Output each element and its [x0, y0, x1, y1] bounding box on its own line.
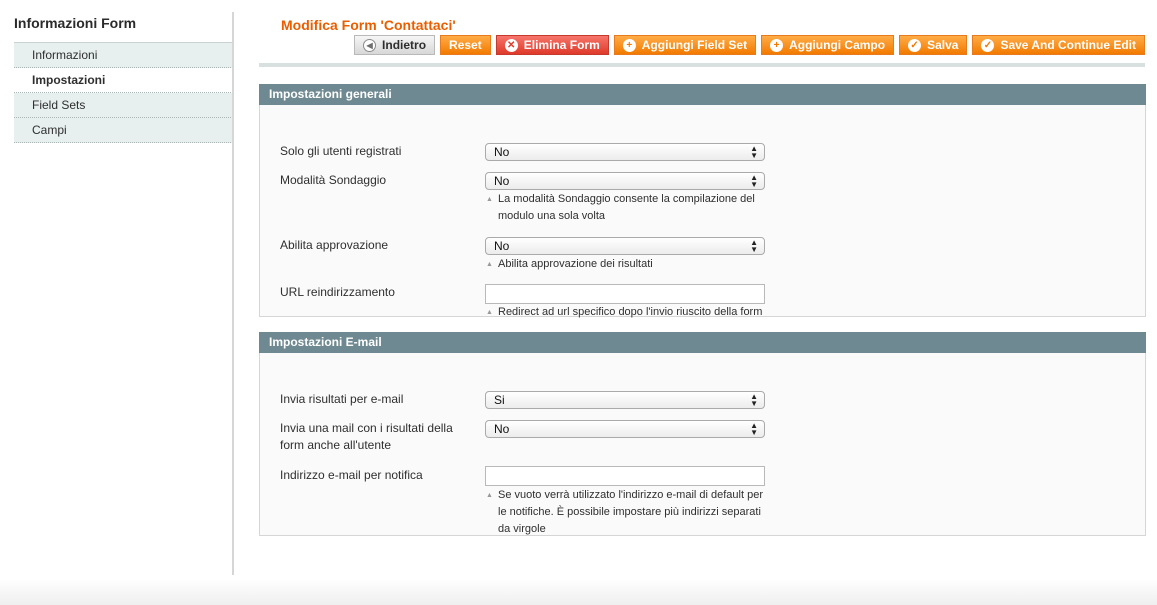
note-triangle-icon: ▲ [486, 492, 493, 499]
add-fieldset-button[interactable] [614, 35, 756, 55]
select-arrows-icon: ▲ ▼ [750, 421, 758, 437]
select-arrows-icon: ▲ ▼ [750, 238, 758, 254]
notify-address-note [485, 487, 770, 538]
registered-only-value: No [494, 145, 510, 159]
note-triangle-icon: ▲ [486, 196, 493, 203]
notify-address-note-text: Se vuoto verrà utilizzato l'indirizzo e-mail di default per le notifiche. È possibile impostare più indirizzi separati da virgole [498, 489, 763, 535]
survey-mode-note-text: La modalità Sondaggio consente la compilazione del modulo una sola volta [498, 193, 755, 222]
select-arrows-icon: ▲ ▼ [750, 144, 758, 160]
sidebar-tabs [14, 42, 233, 143]
send-to-user-value: No [494, 422, 510, 436]
sidebar-title: Informazioni Form [14, 15, 137, 31]
plus-icon: + [623, 39, 636, 52]
registered-only-label: Solo gli utenti registrati [280, 144, 402, 158]
notify-address-label: Indirizzo e-mail per notifica [280, 468, 423, 482]
note-triangle-icon: ▲ [486, 261, 493, 268]
approval-note-text: Abilita approvazione dei risultati [498, 258, 653, 270]
select-arrows-icon: ▲ ▼ [750, 173, 758, 189]
select-arrows-icon: ▲ ▼ [750, 392, 758, 408]
send-results-value: Si [494, 393, 505, 407]
reset-button[interactable] [440, 35, 491, 55]
save-continue-button-label: Save And Continue Edit [1000, 38, 1136, 52]
check-icon: ✓ [908, 39, 921, 52]
add-field-button[interactable] [761, 35, 894, 55]
plus-icon: + [770, 39, 783, 52]
save-button-label: Salva [927, 38, 959, 52]
send-results-select[interactable] [485, 391, 765, 409]
redirect-url-note-text: Redirect ad url specifico dopo l'invio riuscito della form [498, 306, 763, 318]
redirect-url-label: URL reindirizzamento [280, 285, 395, 299]
email-settings-fieldset [259, 332, 1146, 536]
tab-impostazioni[interactable]: Impostazioni [14, 68, 233, 93]
note-triangle-icon: ▲ [486, 309, 493, 316]
approval-value: No [494, 239, 510, 253]
delete-form-button[interactable] [496, 35, 609, 55]
approval-label: Abilita approvazione [280, 238, 389, 252]
add-field-button-label: Aggiungi Campo [789, 38, 886, 52]
email-settings-heading: Impostazioni E-mail [259, 332, 1146, 353]
general-settings-fieldset [259, 84, 1146, 317]
approval-select[interactable] [485, 237, 765, 255]
save-continue-button[interactable] [972, 35, 1145, 55]
send-results-label: Invia risultati per e-mail [280, 392, 404, 406]
page-bottom-fade [0, 579, 1157, 605]
general-settings-heading: Impostazioni generali [259, 84, 1146, 105]
back-button[interactable] [354, 35, 435, 55]
tab-informazioni[interactable]: Informazioni [14, 43, 233, 68]
check-icon: ✓ [981, 39, 994, 52]
send-to-user-label: Invia una mail con i risultati della form anche all'utente [280, 421, 453, 452]
survey-mode-value: No [494, 174, 510, 188]
survey-mode-label: Modalità Sondaggio [280, 173, 387, 187]
tab-field-sets[interactable]: Field Sets [14, 93, 233, 118]
redirect-url-input[interactable] [485, 284, 765, 304]
button-bar [354, 35, 1145, 55]
tab-campi[interactable]: Campi [14, 118, 233, 143]
add-fieldset-button-label: Aggiungi Field Set [641, 38, 748, 52]
redirect-url-note [485, 304, 770, 321]
survey-mode-select[interactable] [485, 172, 765, 190]
sidebar-divider [232, 12, 234, 575]
back-button-label: Indietro [382, 38, 427, 52]
arrow-left-icon: ◀ [363, 39, 376, 52]
survey-mode-note [485, 191, 770, 225]
cancel-icon: ✕ [505, 39, 518, 52]
delete-form-button-label: Elimina Form [523, 38, 600, 52]
approval-note [485, 256, 770, 273]
sidebar [14, 14, 233, 143]
reset-button-label: Reset [449, 38, 482, 52]
header-separator [259, 63, 1145, 67]
registered-only-select[interactable] [485, 143, 765, 161]
send-to-user-select[interactable] [485, 420, 765, 438]
save-button[interactable] [899, 35, 967, 55]
notify-address-input[interactable] [485, 466, 765, 486]
page-title: Modifica Form 'Contattaci' [281, 17, 456, 33]
